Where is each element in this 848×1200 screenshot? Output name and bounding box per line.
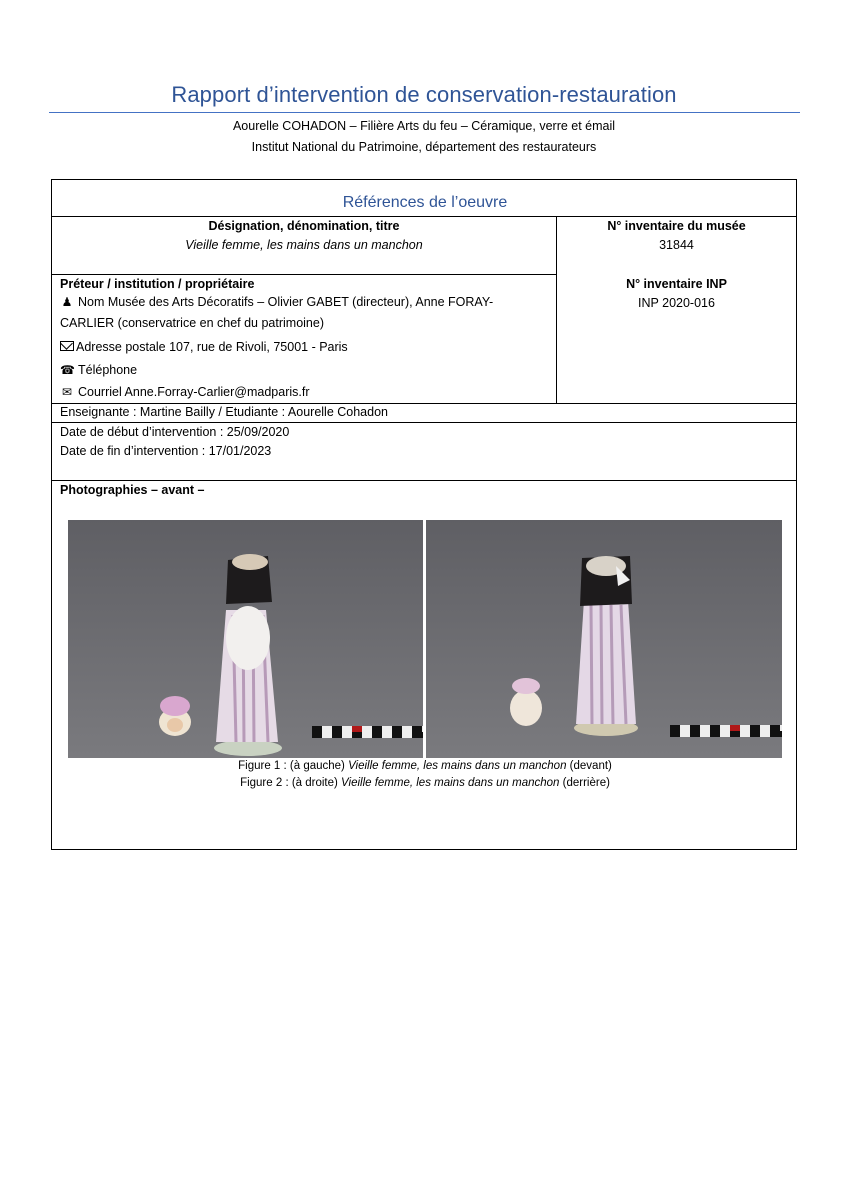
email-text: Courriel Anne.Forray-Carlier@madparis.fr	[78, 385, 310, 399]
museum-inventory-value: 31844	[659, 238, 694, 252]
photos-label: Photographies – avant –	[60, 483, 205, 497]
fig1-prefix: Figure 1 : (à gauche)	[238, 760, 349, 772]
museum-inventory-label: N° inventaire du musée	[607, 219, 746, 233]
author-line: Aourelle COHADON – Filière Arts du feu – Céramique, verre et émail	[232, 119, 616, 133]
lender-phone	[60, 363, 137, 377]
table-rule	[52, 480, 796, 481]
person-icon: ♟	[61, 295, 73, 309]
table-rule	[52, 422, 796, 423]
references-section-title: Références de l’oeuvre	[342, 194, 508, 211]
photo-front	[68, 520, 423, 758]
start-date: Date de début d’intervention : 25/09/2020	[60, 425, 290, 439]
end-date: Date de fin d’intervention : 17/01/2023	[60, 444, 272, 458]
lender-address	[60, 340, 348, 354]
lender-email	[60, 385, 310, 399]
institution-line: Institut National du Patrimoine, département des restaurateurs	[251, 140, 597, 154]
address-text: Adresse postale 107, rue de Rivoli, 75001 - Paris	[76, 340, 348, 354]
designation-value: Vieille femme, les mains dans un manchon	[185, 238, 423, 252]
lender-name-line2: CARLIER (conservatrice en chef du patrimoine)	[60, 316, 325, 330]
fig1-title: Vieille femme, les mains dans un manchon	[348, 760, 567, 772]
email-icon: ✉	[61, 385, 73, 399]
telephone-icon: ☎	[60, 363, 75, 377]
references-table	[51, 179, 797, 850]
figure-2-caption	[52, 777, 798, 789]
inp-inventory-label: N° inventaire INP	[626, 277, 727, 291]
table-rule	[52, 403, 796, 404]
report-title: Rapport d’intervention de conservation-restauration	[171, 82, 677, 107]
figure-1-caption	[52, 760, 798, 772]
table-rule	[52, 274, 556, 275]
title-underline	[49, 112, 800, 113]
inp-inventory-value: INP 2020-016	[638, 296, 715, 310]
lender-label: Préteur / institution / propriétaire	[60, 277, 255, 291]
envelope-icon	[60, 341, 74, 351]
fig2-title: Vieille femme, les mains dans un manchon	[341, 777, 560, 789]
table-rule	[52, 216, 796, 217]
fig2-prefix: Figure 2 : (à droite)	[240, 777, 342, 789]
teacher-student: Enseignante : Martine Bailly / Etudiante : Aourelle Cohadon	[60, 405, 388, 419]
phone-text: Téléphone	[78, 363, 138, 377]
lender-name	[60, 295, 555, 309]
photo-back	[426, 520, 782, 758]
designation-label: Désignation, dénomination, titre	[208, 219, 400, 233]
fig1-suffix: (devant)	[566, 760, 612, 772]
fig2-suffix: (derrière)	[559, 777, 610, 789]
lender-name-line1: Nom Musée des Arts Décoratifs – Olivier GABET (directeur), Anne FORAY-	[78, 295, 494, 309]
